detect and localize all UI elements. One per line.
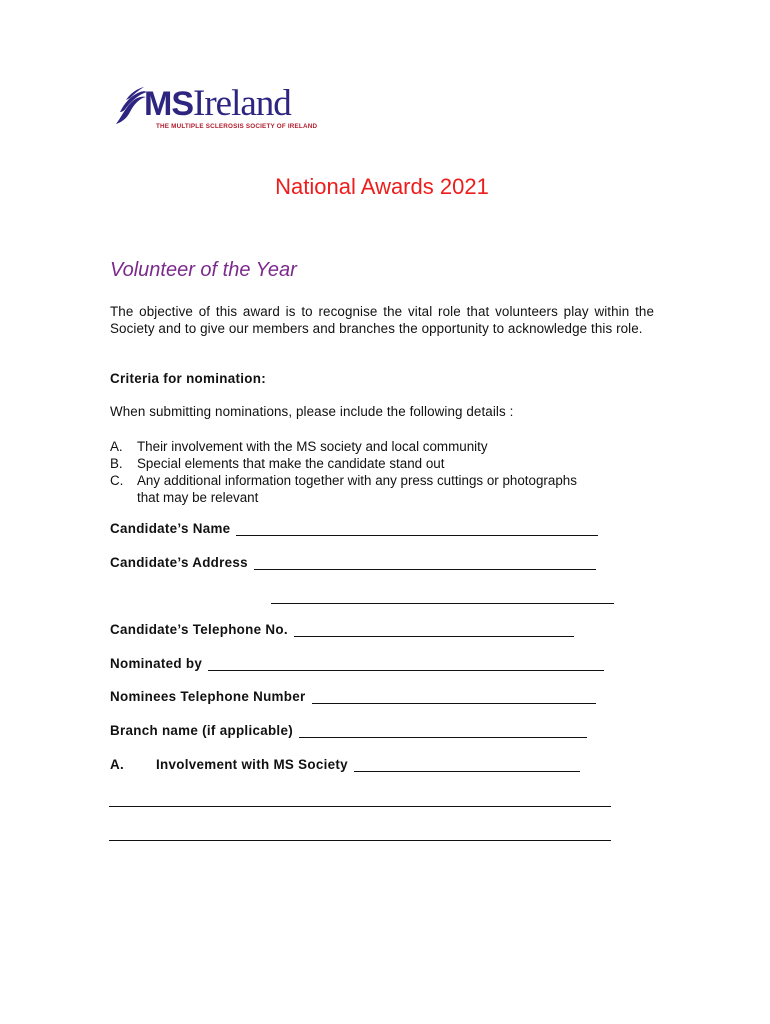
candidate-telephone-line[interactable] xyxy=(294,624,574,637)
involvement-line-3[interactable] xyxy=(109,840,611,841)
involvement-line[interactable] xyxy=(354,759,580,772)
involvement-label: Involvement with MS Society xyxy=(156,757,348,772)
nominee-telephone-field xyxy=(110,689,596,704)
ms-ireland-logo xyxy=(112,80,332,136)
candidate-name-label: Candidate’s Name xyxy=(110,521,231,536)
objective-paragraph: The objective of this award is to recognise the vital role that volunteers play within the Society and to give our members and branches the opportunity to acknowledge this role. xyxy=(110,304,654,336)
award-subtitle: Volunteer of the Year xyxy=(110,259,297,281)
candidate-address-label: Candidate’s Address xyxy=(110,555,248,570)
criteria-heading: Criteria for nomination: xyxy=(110,371,266,386)
candidate-address-line[interactable] xyxy=(254,557,596,570)
list-marker: C. xyxy=(110,473,124,488)
logo-tagline: THE MULTIPLE SCLEROSIS SOCIETY OF IRELAND xyxy=(156,123,318,130)
list-item-text: Special elements that make the candidate stand out xyxy=(137,456,445,471)
nominee-telephone-label: Nominees Telephone Number xyxy=(110,689,306,704)
list-item-text: Any additional information together with any press cuttings or photographs that may be relevant xyxy=(137,473,577,505)
branch-name-label: Branch name (if applicable) xyxy=(110,723,293,738)
involvement-field xyxy=(110,757,580,772)
intro-text: When submitting nominations, please include the following details : xyxy=(110,404,514,419)
list-item xyxy=(110,455,580,472)
candidate-name-line[interactable] xyxy=(236,523,598,536)
wave-swoosh-icon xyxy=(112,86,148,126)
details-list xyxy=(110,438,580,506)
candidate-telephone-label: Candidate’s Telephone No. xyxy=(110,622,288,637)
list-item-text: Their involvement with the MS society and local community xyxy=(137,439,488,454)
nominated-by-field xyxy=(110,656,604,671)
candidate-address-line-2[interactable] xyxy=(271,603,614,604)
nominated-by-label: Nominated by xyxy=(110,656,203,671)
branch-name-field xyxy=(110,723,587,738)
list-item xyxy=(110,438,580,455)
candidate-address-field xyxy=(110,555,596,570)
candidate-telephone-field xyxy=(110,622,574,637)
involvement-marker: A. xyxy=(110,757,124,772)
list-marker: B. xyxy=(110,456,123,471)
nominee-telephone-line[interactable] xyxy=(312,691,596,704)
logo-wordmark: MSIreland xyxy=(144,83,291,124)
involvement-line-2[interactable] xyxy=(109,806,611,807)
branch-name-line[interactable] xyxy=(299,725,587,738)
list-marker: A. xyxy=(110,439,123,454)
list-item xyxy=(110,472,580,506)
candidate-name-field xyxy=(110,521,598,536)
page-title: National Awards 2021 xyxy=(275,174,489,199)
nominated-by-line[interactable] xyxy=(208,658,604,671)
